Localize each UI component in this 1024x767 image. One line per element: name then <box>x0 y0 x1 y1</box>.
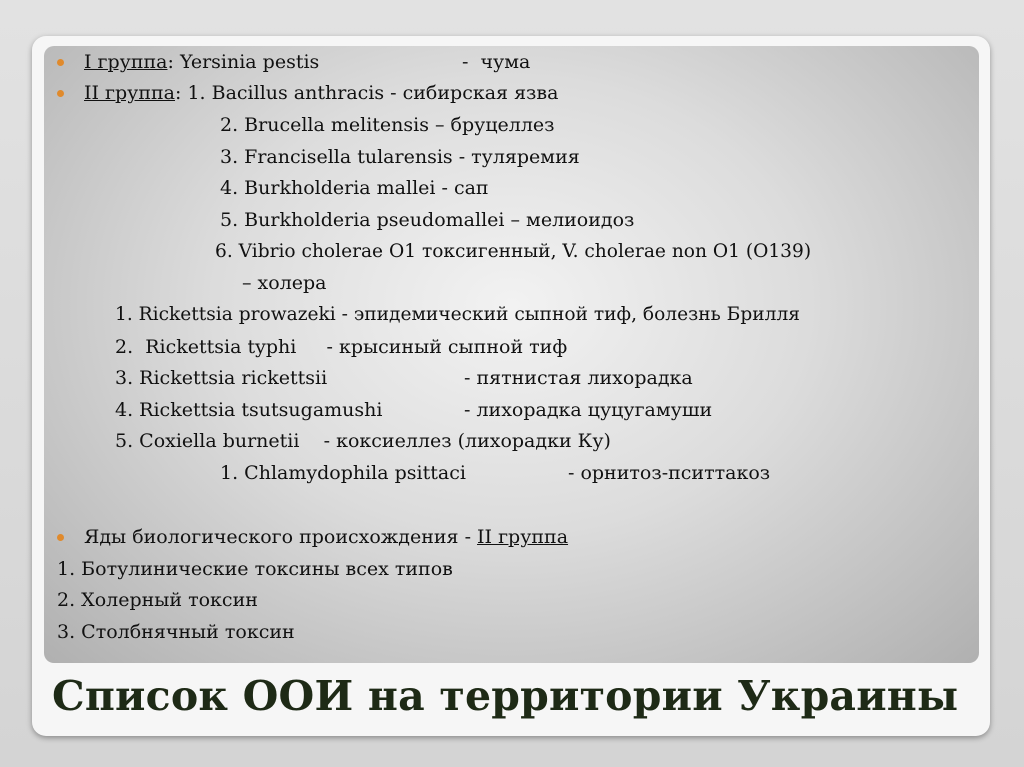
bullet-icon <box>57 90 64 97</box>
toxin-item: 1. Ботулинические токсины всех типов <box>57 558 453 580</box>
toxin-item: 3. Столбнячный токсин <box>57 621 295 643</box>
group2-line <box>84 82 558 104</box>
list-item: 6. Vibrio cholerae O1 токсигенный, V. cholerae non O1 (O139) <box>215 241 812 262</box>
toxins-prefix: Яды биологического происхождения - <box>84 526 478 548</box>
list-item-disease: - лихорадка цуцугамуши <box>464 399 713 421</box>
list-item: 4. Burkholderia mallei - сап <box>220 177 489 199</box>
list-item: 2. Brucella melitensis – бруцеллез <box>220 114 555 136</box>
list-item-disease: - орнитоз-пситтакоз <box>568 462 771 484</box>
list-item: 3. Rickettsia rickettsii <box>115 367 328 389</box>
group2-first-item: : 1. Bacillus anthracis - сибирская язва <box>175 82 559 104</box>
toxins-group-label: II группа <box>477 526 569 548</box>
group1-organism: : Yersinia pestis <box>167 51 320 73</box>
group1-disease: - чума <box>462 51 531 73</box>
group1-label: I группа <box>84 51 168 73</box>
bullet-icon <box>57 59 64 66</box>
list-item: 4. Rickettsia tsutsugamushi <box>115 399 383 421</box>
list-item: 5. Burkholderia pseudomallei – мелиоидоз <box>220 209 635 231</box>
toxin-item: 2. Холерный токсин <box>57 589 258 611</box>
list-item-disease: - пятнистая лихорадка <box>464 367 693 389</box>
list-item: 3. Francisella tularensis - туляремия <box>220 146 580 168</box>
list-item: 1. Rickettsia prowazeki - эпидемический сыпной тиф, болезнь Брилля <box>115 304 800 325</box>
list-item: 5. Coxiella burnetii - коксиеллез (лихорадки Ку) <box>115 430 611 452</box>
group2-label: II группа <box>84 82 176 104</box>
bullet-icon <box>57 534 64 541</box>
toxins-heading <box>84 526 568 548</box>
list-item: 2. Rickettsia typhi - крысиный сыпной тиф <box>115 336 568 358</box>
group1-line <box>84 51 319 73</box>
list-item: – холера <box>242 272 327 294</box>
list-item: 1. Chlamydophila psittaci <box>220 462 466 484</box>
slide-title: Список ООИ на территории Украины <box>52 672 959 720</box>
